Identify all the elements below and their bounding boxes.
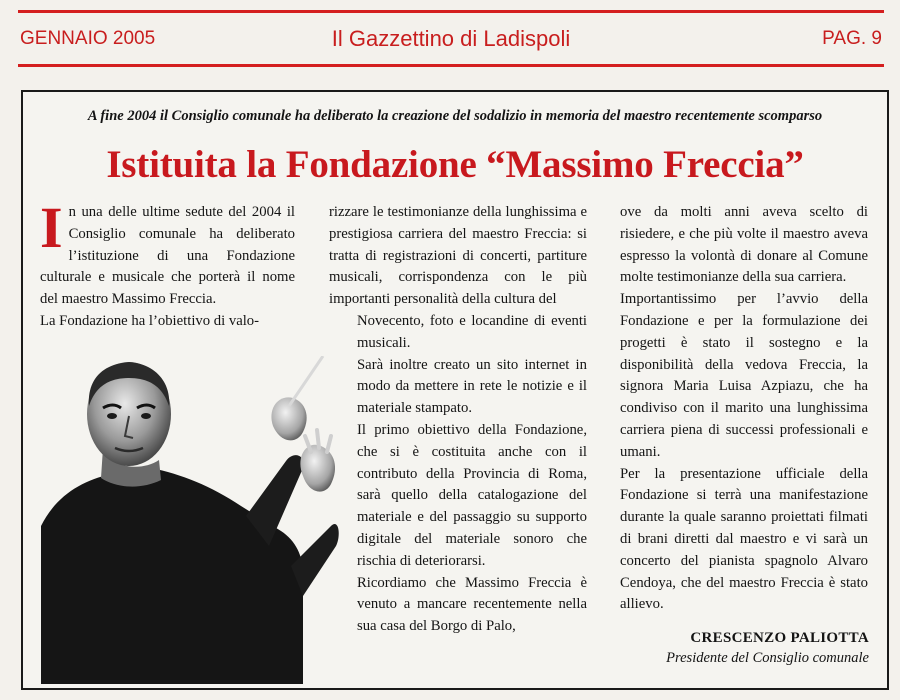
paragraph: Ricordiamo che Massimo Freccia è venuto a mancare recentemente nella sua casa del Borgo di Palo,	[357, 574, 587, 635]
conductor-photo	[41, 356, 341, 684]
author-role: Presidente del Consiglio comunale	[666, 650, 869, 666]
column-2	[329, 202, 587, 638]
paragraph: Novecento, foto e locandine di eventi musicali.	[357, 312, 587, 351]
paragraph-text: n una delle ultime sedute del 2004 il Consiglio comunale ha deliberato l’istituzione di una Fondazione culturale e musicale che porterà il nome del maestro Massimo Freccia.	[40, 204, 295, 308]
paragraph: Sarà inoltre creato un sito internet in modo da mettere in rete le notizie e il materiale stampato.	[357, 356, 587, 417]
article-subtitle: A fine 2004 il Consiglio comunale ha deliberato la creazione del sodalizio in memoria del maestro recentemente scomparso	[87, 108, 823, 124]
article-title: Istituita la Fondazione “Massimo Freccia”	[106, 143, 804, 186]
column-3	[620, 202, 868, 616]
header-bottom-rule	[18, 64, 884, 67]
page-number: PAG. 9	[822, 28, 882, 49]
paragraph: Importantissimo per l’avvio della Fondazione e per la formulazione dei progetti è stato il sostegno e la disponibilità della vedova Freccia, la signora Maria Luisa Azpiazu, che ha condiviso con il marito una lunghissima carriera piena di successi professionali e umani.	[620, 291, 868, 460]
conductor-photo-icon	[41, 356, 341, 684]
article-frame	[21, 90, 889, 690]
signature-block	[666, 630, 869, 667]
author-name: CRESCENZO PALIOTTA	[690, 630, 869, 646]
paragraph	[40, 195, 295, 311]
page-header	[20, 24, 882, 56]
issue-date: GENNAIO 2005	[20, 28, 156, 49]
header-top-rule	[18, 10, 884, 13]
paragraph: Per la presentazione ufficiale della Fondazione si terrà una manifestazione durante la quale saranno proiettati filmati di brani diretti dal maestro e vi sarà un concerto del pianista spagnolo Alvaro Cendoya, che del maestro Freccia è stato allievo.	[620, 465, 868, 613]
drop-cap: I	[40, 195, 63, 260]
paragraph: rizzare le testimonianze della lunghissima e prestigiosa carriera del maestro Freccia: si tratta di registrazioni di concerti, partiture musicali, corrispondenza con le più importanti personalità della cultura del	[329, 204, 587, 308]
newspaper-name: Il Gazzettino di Ladispoli	[331, 26, 571, 51]
paragraph: ove da molti anni aveva scelto di risiedere, e che più volte il maestro aveva espresso la volontà di donare al Comune molte testimonianze della sua carriera.	[620, 204, 868, 286]
paragraph: Il primo obiettivo della Fondazione, che si è costituita anche con il contributo della Provincia di Roma, sarà quello della catalogazione del materiale e del passaggio su supporto digitale del materiale sonoro che rischia di deteriorarsi.	[357, 421, 587, 569]
column-1	[40, 195, 295, 333]
paragraph: La Fondazione ha l’obiettivo di valo-	[40, 312, 260, 329]
